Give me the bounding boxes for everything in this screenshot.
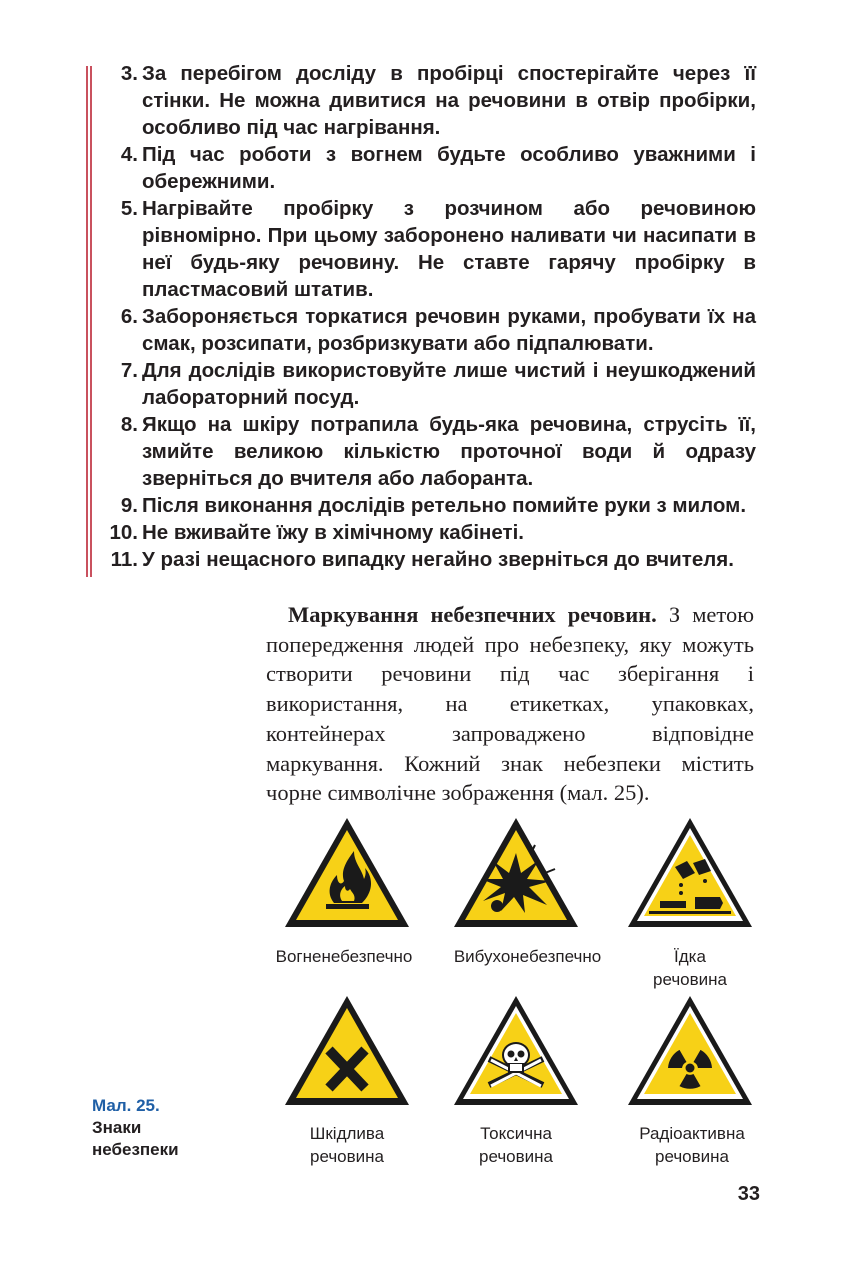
figure-caption	[92, 1095, 232, 1161]
rule-item: 4. Під час роботи з вогнем будьте особливо уважними і обережними.	[120, 143, 756, 193]
rule-item: 9. Після виконання дослідів ретельно помийте руки з милом.	[120, 494, 747, 517]
figure-name-line1: Знаки	[92, 1118, 142, 1137]
page-number: 33	[737, 1183, 760, 1205]
corrosive-caption: Їдка речовина	[652, 947, 728, 989]
harmful-sign-icon	[282, 993, 412, 1108]
radioactive-sign-icon	[625, 993, 755, 1108]
rule-item: 10. Не вживайте їжу в хімічному кабінеті.	[109, 521, 524, 544]
rule-item: 7. Для дослідів використовуйте лише чистий і неушкоджений лабораторний посуд.	[120, 359, 756, 409]
safety-rules-list	[100, 60, 756, 573]
intro-text: З метою попередження людей про небезпеку, яку можуть створити речовини під час зберігання і використання, на етикетках, упаковках, контейнерах запроваджено відповідне маркування. Кожний знак небезпеки містить чорне символічне зображення (мал. 25).	[266, 602, 755, 806]
margin-bar	[86, 66, 92, 577]
toxic-caption: Токсична речовина	[478, 1124, 554, 1166]
explosive-caption: Вибухонебезпечно	[453, 947, 602, 966]
figure-name-line2: небезпеки	[92, 1140, 179, 1159]
rule-item: 11. У разі нещасного випадку негайно зверніться до вчителя.	[110, 548, 734, 571]
intro-paragraph	[266, 600, 754, 808]
toxic-sign-icon	[451, 993, 581, 1108]
explosive-sign-icon	[451, 815, 581, 930]
radioactive-caption: Радіоактивна речовина	[639, 1124, 745, 1166]
rule-item: 8. Якщо на шкіру потрапила будь-яка речовина, струсіть її, змийте великою кількістю проточної води й одразу зверніться до вчителя або лаборанта.	[120, 413, 756, 490]
corrosive-sign-icon	[625, 815, 755, 930]
rule-item: 3. За перебігом досліду в пробірці спостерігайте через її стінки. Не можна дивитися на речовини в отвір пробірки, особливо під час нагрівання.	[120, 62, 756, 139]
intro-heading: Маркування небезпечних речовин.	[288, 602, 657, 627]
rule-item: 5. Нагрівайте пробірку з розчином або речовиною рівномірно. При цьому заборонено наливати чи насипати в неї будь-яку речовину. Не ставте гарячу пробірку в пластмасовий штатив.	[120, 197, 756, 301]
flammable-caption: Вогненебезпечно	[275, 947, 413, 966]
rule-item: 6. Забороняється торкатися речовин руками, пробувати їх на смак, розсипати, розбризкувати або підпалювати.	[120, 305, 756, 355]
harmful-caption: Шкідлива речовина	[309, 1124, 385, 1166]
figure-number: Мал. 25.	[92, 1096, 160, 1115]
flammable-sign-icon	[282, 815, 412, 930]
